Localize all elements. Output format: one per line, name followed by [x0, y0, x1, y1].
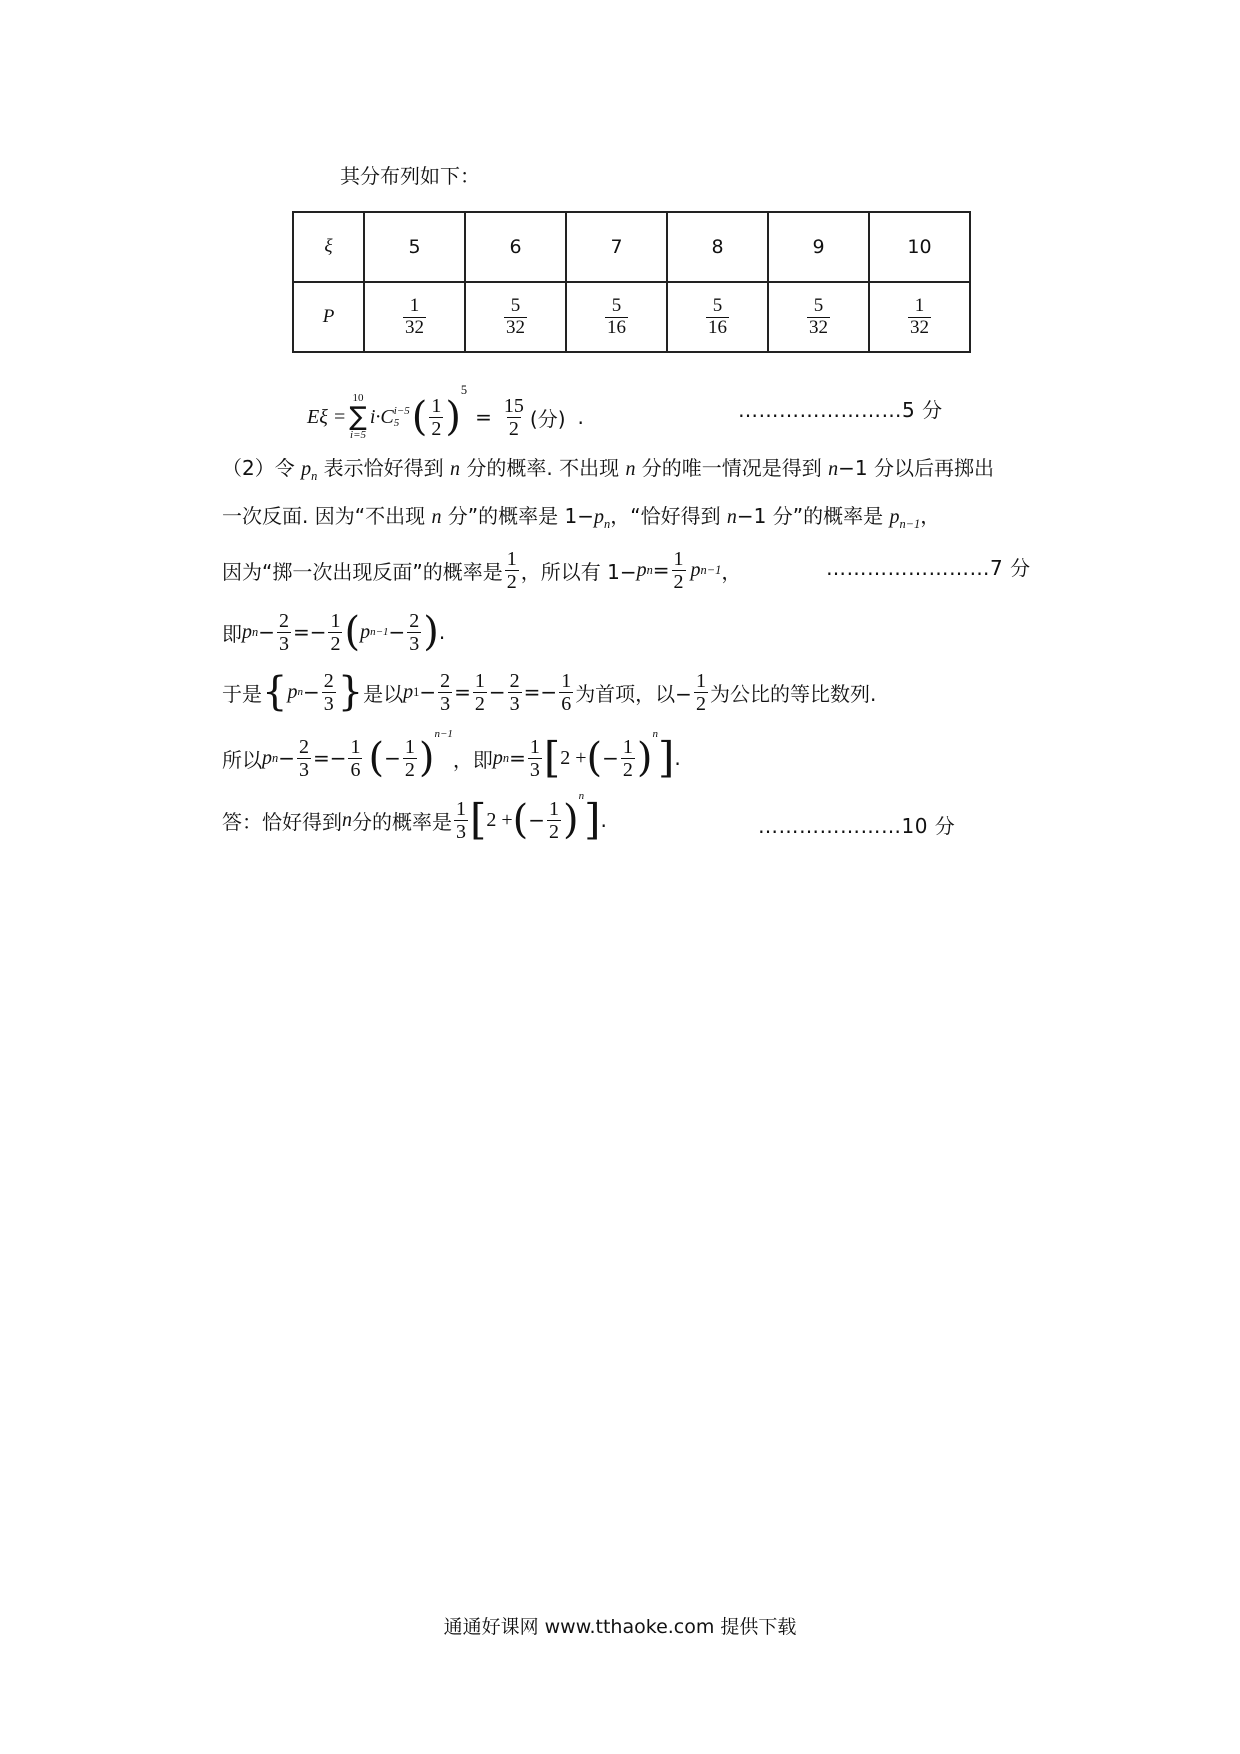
- fraction: $\frac{2}{3}$: [278, 609, 289, 655]
- fraction: $\frac{5}{16}$: [607, 294, 626, 338]
- score-marker: ……………………7 分: [826, 556, 1031, 580]
- fraction: $\frac{2}{3}$: [409, 609, 420, 655]
- fraction: $\frac{1}{6}$: [561, 669, 572, 715]
- table-row: [293, 212, 970, 282]
- fraction: $\frac{1}{2}$: [549, 797, 560, 843]
- part2-line1: （2）令 $p_n$ 表示恰好得到 n 分的概率. 不出现 n 分的唯一情况是得到 n−1 分以后再掷出: [222, 456, 995, 483]
- intro-text: 其分布列如下：: [340, 164, 480, 188]
- score-marker: ……………………5 分: [738, 398, 943, 422]
- table-cell: 5: [364, 212, 465, 282]
- score-marker: …………………10 分: [758, 814, 956, 838]
- distribution-table: [292, 211, 971, 353]
- expectation-formula: Eξ = 10 ∑ i=5 i·C i−5 5 ( $\frac{1}{2}$ ) 5 = $\frac{15}{2}$ (分) .: [307, 383, 584, 441]
- fraction: $\frac{2}{3}$: [298, 735, 309, 781]
- table-cell: [566, 282, 667, 352]
- fraction: $\frac{1}{32}$: [405, 294, 424, 338]
- fraction: $\frac{2}{3}$: [323, 669, 334, 715]
- fraction: $\frac{1}{2}$: [474, 669, 485, 715]
- table-cell: 10: [869, 212, 970, 282]
- fraction: $\frac{5}{32}$: [809, 294, 828, 338]
- table-cell: 7: [566, 212, 667, 282]
- sigma-symbol: ∑: [349, 402, 367, 432]
- table-cell: ξ: [293, 212, 364, 282]
- fraction: $\frac{2}{3}$: [509, 669, 520, 715]
- table-cell: 9: [768, 212, 869, 282]
- part2-line4: 即 p n − $\frac{2}{3}$ =− $\frac{1}{2}$ ( p n−1 − $\frac{2}{3}$ ) .: [222, 609, 446, 655]
- fraction: $\frac{5}{16}$: [708, 294, 727, 338]
- fraction: $\frac{1}{2}$: [330, 609, 341, 655]
- fraction: $\frac{2}{3}$: [440, 669, 451, 715]
- table-cell: [364, 282, 465, 352]
- part2-line3: 因为“掷一次出现反面”的概率是 $\frac{1}{2}$ ，所以有 1− p n = $\frac{1}{2}$ p n−1 ，: [222, 547, 742, 593]
- page-footer: 通通好课网 www.tthaoke.com 提供下载: [443, 1616, 797, 1638]
- fraction: $\frac{1}{2}$: [404, 735, 415, 781]
- table-row: [293, 282, 970, 352]
- fraction: $\frac{1}{2}$: [695, 669, 706, 715]
- fraction: $\frac{1}{32}$: [910, 294, 929, 338]
- part2-line5: 于是 { p n − $\frac{2}{3}$ } 是以 p 1 − $\frac{2}{3}$ = $\frac{1}{2}$ − $\frac{2}{3}$ =− $\frac{1}{6}$ 为首项，以− $\frac{1}{2}$ 为公比的等比数列.: [222, 669, 877, 715]
- table-cell: 6: [465, 212, 566, 282]
- part2-line2: 一次反面. 因为“不出现 n 分”的概率是 $1-p_n$，“恰好得到 n−1 分”的概率是 $p_{n-1}$，: [222, 504, 941, 531]
- fraction: $\frac{1}{2}$: [431, 394, 442, 440]
- fraction: $\frac{15}{2}$: [503, 394, 524, 440]
- fraction: $\frac{1}{2}$: [622, 735, 633, 781]
- fraction: $\frac{1}{3}$: [456, 797, 466, 843]
- table-cell: [869, 282, 970, 352]
- fraction: $\frac{1}{2}$: [506, 547, 517, 593]
- fraction: $\frac{1}{2}$: [673, 547, 684, 593]
- fraction: $\frac{1}{3}$: [529, 735, 540, 781]
- table-cell: [768, 282, 869, 352]
- summation: 10 ∑ i=5: [349, 392, 367, 441]
- part2-line6: 所以 p n − $\frac{2}{3}$ =− $\frac{1}{6}$ ( − $\frac{1}{2}$ ) n−1 ，即 p n = $\frac{1}{3}$ [ 2 + ( − $\frac{1}{2}$ ) n ] .: [222, 728, 681, 782]
- table-cell: 8: [667, 212, 768, 282]
- answer-line: 答：恰好得到 n 分的概率是 $\frac{1}{3}$ [ 2 + ( − $\frac{1}{2}$ ) n ] .: [222, 790, 607, 844]
- table-cell: P: [293, 282, 364, 352]
- table-cell: [465, 282, 566, 352]
- table-cell: [667, 282, 768, 352]
- fraction: $\frac{5}{32}$: [506, 294, 525, 338]
- fraction: $\frac{1}{6}$: [350, 735, 361, 781]
